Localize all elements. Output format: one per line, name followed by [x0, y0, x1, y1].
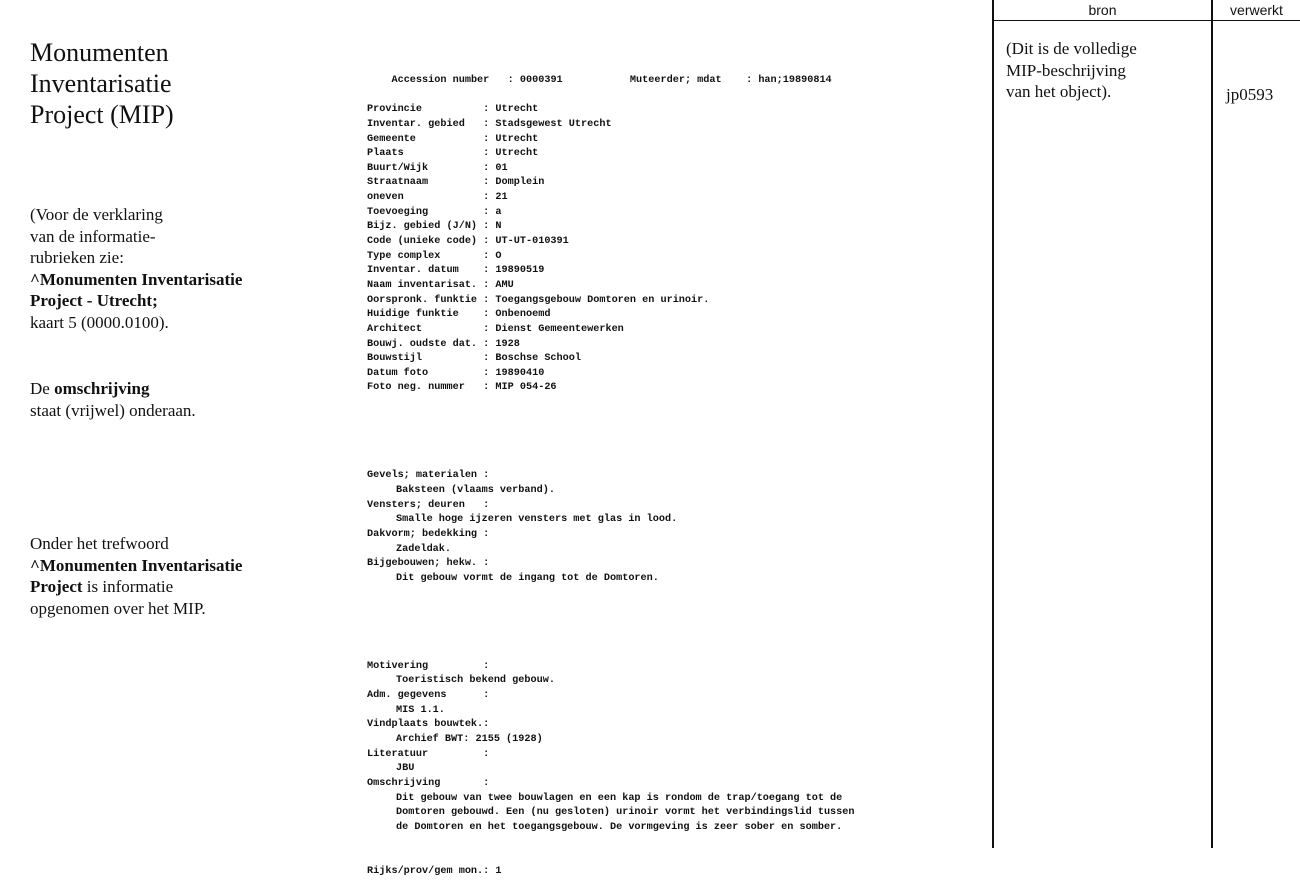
note-line: Onder het trefwoord — [30, 534, 169, 553]
field-label: Naam inventarisat. — [367, 279, 484, 291]
field-value: MIP 054-26 — [495, 382, 557, 394]
bron-line: MIP-beschrijving — [1006, 60, 1126, 80]
header-divider — [992, 20, 1300, 21]
field-label: Provincie — [367, 104, 484, 116]
section-text: Dit gebouw vormt de ingang tot de Domtoren. — [396, 572, 659, 584]
field-label: Rijks/prov/gem mon. — [367, 865, 484, 877]
field-label: Straatnaam — [367, 177, 484, 189]
record-footer-row: Rijks/prov/gem mon.: 1 — [367, 865, 502, 877]
field-label: Bouwstijl — [367, 353, 484, 365]
record-field-row: Bouwj. oudste dat. : 1928 — [367, 338, 520, 350]
section-label: Vensters; deuren : — [367, 499, 490, 511]
field-value: Dienst Gemeentewerken — [495, 323, 624, 335]
section-label: Omschrijving : — [367, 777, 490, 789]
page-title — [30, 37, 350, 130]
record-field-row: Straatnaam : Domplein — [367, 177, 545, 189]
section-label: Motivering : — [367, 660, 490, 672]
section-text: Archief BWT: 2155 (1928) — [396, 733, 543, 745]
note-bold: omschrijving — [54, 379, 150, 398]
field-value: 1 — [495, 865, 502, 877]
record-field-row: Buurt/Wijk : 01 — [367, 162, 508, 174]
reference-link[interactable]: ^Monumenten Inventarisatie — [30, 555, 243, 575]
record-field-row: Inventar. gebied : Stadsgewest Utrecht — [367, 118, 612, 130]
field-label: Inventar. gebied — [367, 118, 484, 130]
section-label: Adm. gegevens : — [367, 690, 490, 702]
field-value: 0000391 — [519, 74, 563, 86]
field-value: Stadsgewest Utrecht — [495, 118, 612, 130]
record-fields — [367, 103, 967, 396]
note-line: De — [30, 379, 55, 398]
record-field-row: Gemeente : Utrecht — [367, 133, 539, 145]
section-text: Smalle hoge ijzeren vensters met glas in lood. — [396, 514, 678, 526]
record-field-row: Bouwstijl : Boschse School — [367, 353, 581, 365]
section-text: Baksteen (vlaams verband). — [396, 484, 555, 496]
record-field-row: Code (unieke code) : UT-UT-010391 — [367, 236, 569, 248]
note-line: (Voor de verklaring — [30, 205, 163, 224]
field-value: 01 — [495, 162, 508, 174]
section-label: Literatuur : — [367, 748, 490, 760]
reference-link[interactable]: ^Monumenten Inventarisatie — [30, 269, 243, 289]
note-line: is informatie — [82, 577, 174, 596]
field-label: Code (unieke code) — [367, 236, 484, 248]
record-field-row: Bijz. gebied (J/N) : N — [367, 221, 502, 233]
note-line: rubrieken zie: — [30, 248, 124, 267]
title-line: Inventarisatie — [30, 69, 172, 98]
explanation-note — [30, 204, 350, 333]
record-field-row: oneven : 21 — [367, 192, 508, 204]
section-label: Gevels; materialen : — [367, 470, 490, 482]
reference-link[interactable]: Project — [30, 577, 83, 596]
record-field-row: Type complex : O — [367, 250, 502, 262]
record-field-row: Naam inventarisat. : AMU — [367, 279, 514, 291]
record-field-row: Inventar. datum : 19890519 — [367, 265, 545, 277]
column-header-verwerkt: verwerkt — [1230, 2, 1283, 18]
description-note — [30, 378, 350, 421]
section-text: de Domtoren en het toegangsgebouw. De vormgeving is zeer sober en somber. — [396, 821, 843, 833]
record-field-row: Oorspronk. funktie : Toegangsgebouw Domtoren en urinoir. — [367, 294, 710, 306]
note-line: van de informatie- — [30, 226, 156, 246]
title-line: Project (MIP) — [30, 100, 174, 129]
field-label: Muteerder; mdat — [629, 74, 722, 86]
section-text: Zadeldak. — [396, 543, 452, 555]
record-field-row: Plaats : Utrecht — [367, 148, 539, 160]
field-value: AMU — [495, 279, 514, 291]
bron-note — [1006, 38, 1206, 103]
section-label: Vindplaats bouwtek.: — [367, 719, 490, 731]
bron-line: (Dit is de volledige — [1006, 39, 1137, 58]
title-line: Monumenten — [30, 38, 169, 67]
field-value: UT-UT-010391 — [495, 236, 569, 248]
record-sections — [367, 469, 967, 586]
field-value: Domplein — [495, 177, 545, 189]
field-label: Architect — [367, 323, 484, 335]
field-value: O — [495, 250, 502, 262]
field-value: Utrecht — [495, 133, 539, 145]
record-field-row: Architect : Dienst Gemeentewerken — [367, 323, 624, 335]
field-value: Utrecht — [495, 148, 539, 160]
field-value: a — [495, 206, 502, 218]
section-text: JBU — [396, 763, 415, 775]
field-label: Datum foto — [367, 367, 484, 379]
note-line: opgenomen over het MIP. — [30, 598, 206, 618]
field-label: Toevoeging — [367, 206, 484, 218]
field-value: Onbenoemd — [495, 309, 551, 321]
keyword-note — [30, 533, 350, 619]
reference-link[interactable]: Project - Utrecht; — [30, 291, 158, 310]
column-header-bron: bron — [1088, 2, 1117, 18]
mip-record — [367, 30, 967, 894]
field-label: Plaats — [367, 148, 484, 160]
record-field-row: Foto neg. nummer : MIP 054-26 — [367, 382, 557, 394]
section-label: Dakvorm; bedekking : — [367, 528, 490, 540]
record-field-row: Provincie : Utrecht — [367, 104, 539, 116]
field-value: N — [495, 221, 502, 233]
section-text: Toeristisch bekend gebouw. — [396, 675, 555, 687]
verwerkt-value: jp0593 — [1226, 85, 1274, 104]
field-value: Utrecht — [495, 104, 539, 116]
field-value: 19890519 — [495, 265, 545, 277]
note-line: kaart 5 (0000.0100). — [30, 312, 169, 332]
column-divider — [1211, 0, 1213, 848]
field-label: Huidige funktie — [367, 309, 484, 321]
note-line: staat (vrijwel) onderaan. — [30, 400, 196, 420]
record-sections — [367, 660, 967, 836]
bron-line: van het object). — [1006, 82, 1112, 101]
column-divider — [992, 0, 994, 848]
field-label: Accession number — [391, 74, 490, 86]
record-field-row: Toevoeging : a — [367, 206, 502, 218]
record-field-row: Huidige funktie : Onbenoemd — [367, 309, 551, 321]
field-value: 21 — [495, 192, 508, 204]
field-label: Bouwj. oudste dat. — [367, 338, 484, 350]
section-text: MIS 1.1. — [396, 704, 445, 716]
field-label: Bijz. gebied (J/N) — [367, 221, 484, 233]
field-label: oneven — [367, 192, 484, 204]
field-value: 1928 — [495, 338, 520, 350]
field-label: Oorspronk. funktie — [367, 294, 484, 306]
field-label: Gemeente — [367, 133, 484, 145]
record-header-row: Accession number : 0000391 Muteerder; mdat : han;19890814 — [391, 74, 832, 86]
field-label: Foto neg. nummer — [367, 382, 484, 394]
field-label: Type complex — [367, 250, 484, 262]
field-value: Toegangsgebouw Domtoren en urinoir. — [495, 294, 710, 306]
section-text: Domtoren gebouwd. Een (nu gesloten) urinoir vormt het verbindingslid tussen — [396, 807, 855, 819]
field-value: 19890410 — [495, 367, 545, 379]
field-value: han;19890814 — [758, 74, 832, 86]
field-label: Buurt/Wijk — [367, 162, 484, 174]
section-text: Dit gebouw van twee bouwlagen en een kap is rondom de trap/toegang tot de — [396, 792, 843, 804]
section-label: Bijgebouwen; hekw. : — [367, 558, 490, 570]
field-label: Inventar. datum — [367, 265, 484, 277]
record-field-row: Datum foto : 19890410 — [367, 367, 545, 379]
field-value: Boschse School — [495, 353, 581, 365]
